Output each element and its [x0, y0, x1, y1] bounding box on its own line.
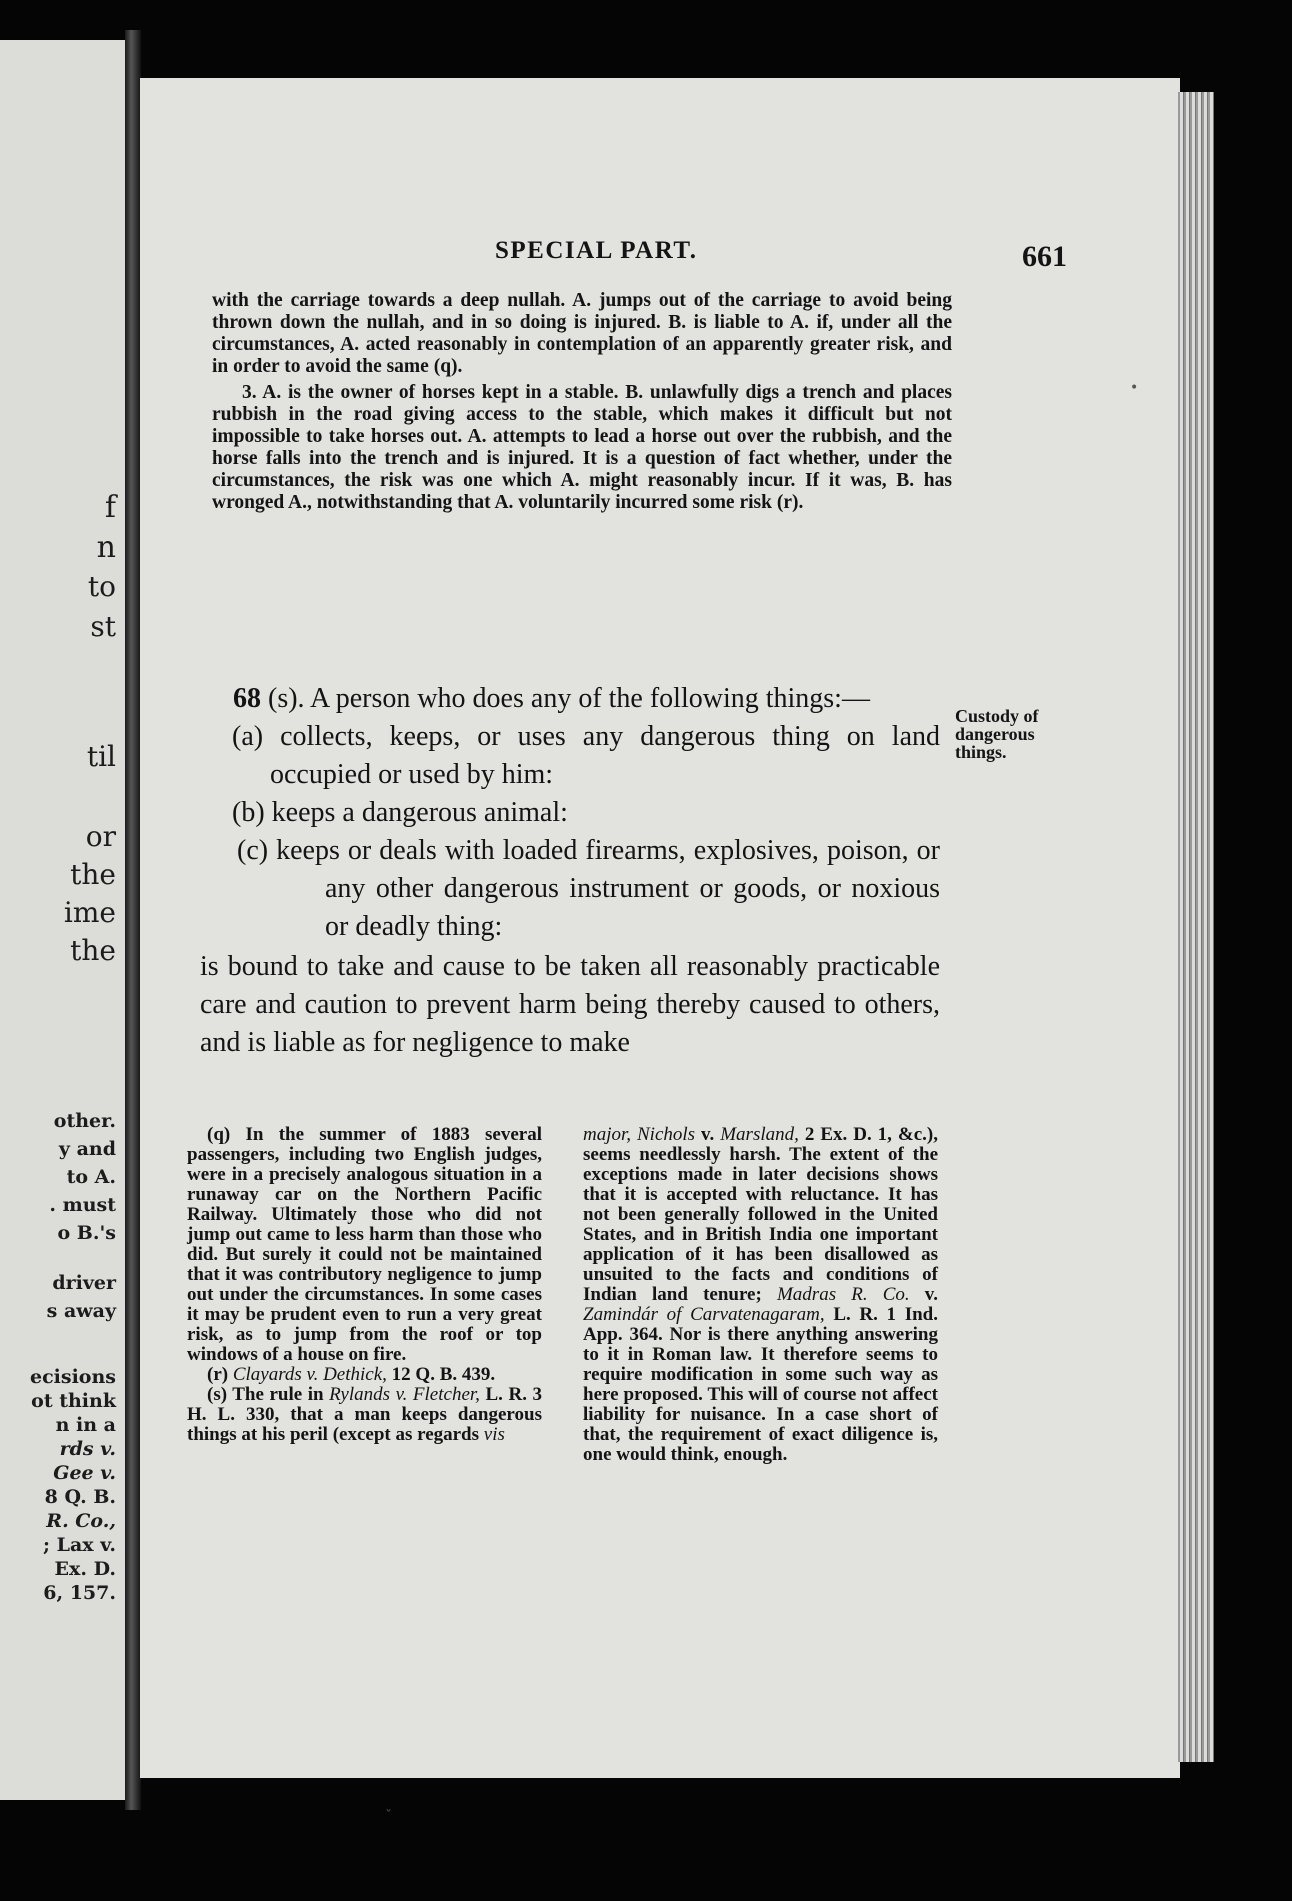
- footnote-s-text: 2 Ex. D. 1, &c.), seems needlessly harsh. The extent of the exceptions made in later decisions shows that it is accepted with reluctance. It has not been generally followed in the United States, and in British India one important application of it has been disallowed as unsuited to the facts and conditions of Indian land tenure;: [583, 1124, 938, 1305]
- facing-page-fragment: st: [90, 610, 116, 643]
- section-lead: [200, 680, 940, 718]
- clause-label: (c): [237, 835, 269, 866]
- facing-page-fragment: Gee v.: [53, 1462, 116, 1484]
- case-name: Clayards v. Dethick,: [232, 1364, 387, 1385]
- facing-page: [0, 40, 128, 1800]
- facing-page-fragment: to A.: [66, 1166, 116, 1188]
- facing-page-fragment: 6, 157.: [43, 1582, 116, 1604]
- footnote-s-marker: (s) The rule in: [207, 1384, 330, 1405]
- scan-speck: ˇ: [385, 1808, 392, 1824]
- section-68: [200, 680, 940, 1062]
- facing-page-fragment: Ex. D.: [54, 1558, 116, 1580]
- facing-page-fragment: ot think: [31, 1390, 116, 1412]
- facing-page-fragment: driver: [52, 1272, 116, 1294]
- section-tail: is bound to take and cause to be taken all reasonably practicable care and caution to prevent harm being thereby caused to others, and is liable as for negligence to make: [200, 951, 940, 1058]
- case-name: Marsland,: [720, 1124, 799, 1145]
- versus: v.: [909, 1284, 939, 1305]
- section-lead-text: A person who does any of the following things:—: [310, 683, 870, 714]
- footnote-r-citation: 12 Q. B. 439.: [386, 1364, 496, 1385]
- facing-page-fragment: other.: [53, 1110, 116, 1132]
- facing-page-fragment: ecisions: [30, 1366, 116, 1388]
- footnote-r: [187, 1365, 542, 1385]
- footnote-s-continued: [583, 1125, 938, 1465]
- facing-page-fragment: f: [104, 490, 116, 525]
- section-number: 68: [233, 683, 261, 714]
- illustration-2-tail: with the carriage towards a deep nullah. A. jumps out of the carriage to avoid being thrown down the nullah, and in so doing is injured. B. is liable to A. if, under all the circumstances, A. acted reasonably in contemplation of an apparently greater risk, and in order to avoid the same (q).: [212, 290, 952, 377]
- latin-term-case: major, Nichols: [583, 1124, 696, 1145]
- facing-page-fragment: y and: [58, 1138, 116, 1160]
- clause-label: (b): [232, 797, 265, 828]
- clause-label: (a): [232, 721, 264, 752]
- page-edges: [1178, 92, 1214, 1762]
- facing-page-fragment: n: [96, 530, 116, 565]
- clause-text: keeps or deals with loaded firearms, explosives, poison, or any other dangerous instrument or goods, or noxious or deadly thing:: [276, 835, 940, 942]
- facing-page-fragment: o B.'s: [57, 1222, 116, 1244]
- footnotes-right-column: [583, 1125, 938, 1465]
- footnote-q: (q) In the summer of 1883 several passengers, including two English judges, were in a precisely analogous situation in a runaway car on the Northern Pacific Railway. Ultimately those who did not jump out came to less harm than those who did. But surely it could not be maintained that it was contributory negligence to jump out under the circumstances. In some cases it may be prudent even to run a very great risk, as to jump from the roof or top windows of a house on fire.: [187, 1124, 542, 1365]
- facing-page-fragment: ime: [63, 896, 116, 929]
- facing-page-fragment: til: [86, 740, 116, 773]
- illustrations: [212, 290, 952, 514]
- facing-page-fragment: . must: [49, 1194, 116, 1216]
- book-gutter: [125, 30, 141, 1810]
- clause-c: [200, 832, 940, 946]
- footnotes-left-column: [187, 1125, 542, 1445]
- footnote-s-text: L. R. 1 Ind. App. 364. Nor is there anything answering to it in Roman law. It therefore seems to require modification in some such way as here proposed. This will of course not affect liability for nuisance. In a case short of that, the requirement of exact diligence is, one would think, enough.: [583, 1304, 938, 1465]
- facing-page-fragment: the: [70, 934, 116, 967]
- scan-speck: •: [1130, 380, 1139, 396]
- facing-page-fragment: 8 Q. B.: [44, 1486, 116, 1508]
- facing-page-fragment: R. Co.,: [46, 1510, 116, 1532]
- section-note-ref: (s).: [268, 683, 305, 714]
- case-name: Zamindár of Carvatenagaram,: [583, 1304, 825, 1325]
- clause-b: [200, 794, 940, 832]
- clause-a: [200, 718, 940, 794]
- facing-page-fragment: to: [87, 570, 116, 603]
- running-head: SPECIAL PART.: [495, 237, 698, 264]
- facing-page-fragment: n in a: [55, 1414, 116, 1436]
- clause-text: keeps a dangerous animal:: [271, 797, 568, 828]
- case-name: Madras R. Co.: [776, 1284, 910, 1305]
- marginal-note: Custody of dangerous things.: [955, 706, 1039, 762]
- case-name: Rylands v. Fletcher,: [329, 1384, 480, 1405]
- latin-term: vis: [483, 1424, 505, 1445]
- footnote-s: [187, 1385, 542, 1445]
- page-number: 661: [1022, 240, 1067, 273]
- facing-page-fragment: the: [70, 858, 116, 891]
- facing-page-fragment: ; Lax v.: [43, 1534, 116, 1556]
- facing-page-fragment: or: [85, 820, 116, 853]
- facing-page-fragment: rds v.: [59, 1438, 116, 1460]
- clause-text: collects, keeps, or uses any dangerous thing on land occupied or used by him:: [270, 721, 940, 790]
- facing-page-fragment: s away: [46, 1300, 116, 1322]
- versus: v.: [695, 1124, 721, 1145]
- footnote-r-marker: (r): [207, 1364, 233, 1385]
- footnote-s-text: L. R. 3 H. L. 330, that a man keeps dangerous things at his peril (except as regards: [187, 1384, 542, 1445]
- illustration-3: 3. A. is the owner of horses kept in a stable. B. unlawfully digs a trench and places rubbish in the road giving access to the stable, which makes it difficult but not impossible to take horses out. A. attempts to lead a horse out over the rubbish, and the horse falls into the trench and is injured. It is a question of fact whether, under the circumstances, the risk was one which A. might reasonably incur. If it was, B. has wronged A., notwithstanding that A. voluntarily incurred some risk (r).: [212, 382, 952, 513]
